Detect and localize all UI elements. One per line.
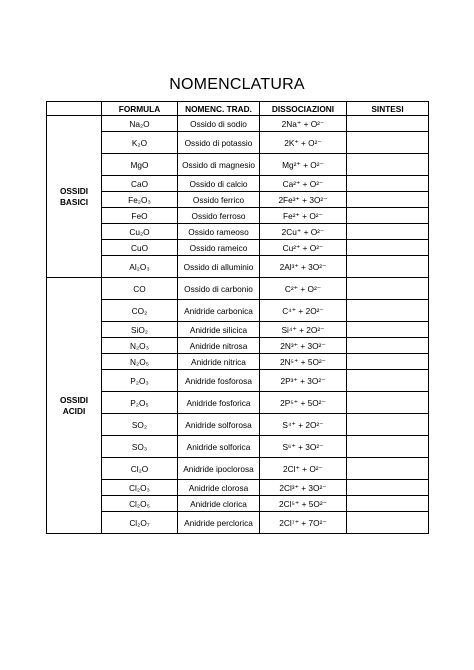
nomenclature-cell: Ossido ferroso xyxy=(178,208,260,224)
nomenclature-cell: Ossido di potassio xyxy=(178,132,260,154)
header-group xyxy=(47,102,102,116)
dissociation-cell: 2P⁵⁺ + 5O²⁻ xyxy=(260,392,347,414)
table-row xyxy=(47,496,429,512)
dissociation-cell: S⁶⁺ + 3O²⁻ xyxy=(260,436,347,458)
table-row xyxy=(47,132,429,154)
dissociation-cell: 2Na⁺ + O²⁻ xyxy=(260,116,347,132)
table-body xyxy=(47,116,429,534)
header-synthesis: SINTESI xyxy=(347,102,429,116)
synthesis-cell[interactable] xyxy=(347,322,429,338)
formula-cell: Cl₂O₇ xyxy=(102,512,178,534)
dissociation-cell: 2Cl³⁺ + 3O²⁻ xyxy=(260,480,347,496)
formula-cell: CaO xyxy=(102,176,178,192)
synthesis-cell[interactable] xyxy=(347,300,429,322)
nomenclature-cell: Anidride ipoclorosa xyxy=(178,458,260,480)
dissociation-cell: 2N⁵⁺ + 5O²⁻ xyxy=(260,354,347,370)
table-row xyxy=(47,278,429,300)
header-row xyxy=(47,102,429,116)
dissociation-cell: 2Cl⁺ + O²⁻ xyxy=(260,458,347,480)
table-row xyxy=(47,370,429,392)
nomenclature-cell: Anidride solforosa xyxy=(178,414,260,436)
nomenclature-cell: Anidride nitrica xyxy=(178,354,260,370)
dissociation-cell: 2Al³⁺ + 3O²⁻ xyxy=(260,256,347,278)
nomenclature-cell: Ossido rameico xyxy=(178,240,260,256)
synthesis-cell[interactable] xyxy=(347,208,429,224)
formula-cell: Cl₂O xyxy=(102,458,178,480)
nomenclature-cell: Anidride perclorica xyxy=(178,512,260,534)
formula-cell: Cu₂O xyxy=(102,224,178,240)
synthesis-cell[interactable] xyxy=(347,154,429,176)
table-row xyxy=(47,116,429,132)
header-formula: FORMULA xyxy=(102,102,178,116)
synthesis-cell[interactable] xyxy=(347,480,429,496)
nomenclature-cell: Anidride fosforosa xyxy=(178,370,260,392)
nomenclature-cell: Ossido di sodio xyxy=(178,116,260,132)
synthesis-cell[interactable] xyxy=(347,224,429,240)
page-title: NOMENCLATURA xyxy=(169,76,305,93)
dissociation-cell: 2N³⁺ + 3O²⁻ xyxy=(260,338,347,354)
nomenclature-cell: Anidride nitrosa xyxy=(178,338,260,354)
dissociation-cell: Cu²⁺ + O²⁻ xyxy=(260,240,347,256)
table-row xyxy=(47,256,429,278)
formula-cell: CO₂ xyxy=(102,300,178,322)
table-row xyxy=(47,480,429,496)
formula-cell: Cl₂O₃ xyxy=(102,480,178,496)
synthesis-cell[interactable] xyxy=(347,354,429,370)
table-row xyxy=(47,176,429,192)
dissociation-cell: Ca²⁺ + O²⁻ xyxy=(260,176,347,192)
group-label-line: ACIDI xyxy=(62,405,86,416)
header-dissociations: DISSOCIAZIONI xyxy=(260,102,347,116)
formula-cell: SO₃ xyxy=(102,436,178,458)
table-row xyxy=(47,224,429,240)
table-row xyxy=(47,414,429,436)
nomenclature-cell: Anidride carbonica xyxy=(178,300,260,322)
dissociation-cell: Fe²⁺ + O²⁻ xyxy=(260,208,347,224)
table-row xyxy=(47,208,429,224)
synthesis-cell[interactable] xyxy=(347,414,429,436)
group-label xyxy=(47,116,102,278)
header-nomenclature: NOMENC. TRAD. xyxy=(178,102,260,116)
formula-cell: Na₂O xyxy=(102,116,178,132)
formula-cell: P₂O₃ xyxy=(102,370,178,392)
table-row xyxy=(47,192,429,208)
dissociation-cell: Si⁴⁺ + 2O²⁻ xyxy=(260,322,347,338)
dissociation-cell: 2K⁺ + O²⁻ xyxy=(260,132,347,154)
formula-cell: CO xyxy=(102,278,178,300)
table-row xyxy=(47,458,429,480)
synthesis-cell[interactable] xyxy=(347,192,429,208)
synthesis-cell[interactable] xyxy=(347,256,429,278)
nomenclature-cell: Ossido rameoso xyxy=(178,224,260,240)
synthesis-cell[interactable] xyxy=(347,116,429,132)
nomenclature-cell: Ossido ferrico xyxy=(178,192,260,208)
nomenclature-table xyxy=(46,101,429,534)
formula-cell: FeO xyxy=(102,208,178,224)
formula-cell: SO₂ xyxy=(102,414,178,436)
dissociation-cell: 2P³⁺ + 3O²⁻ xyxy=(260,370,347,392)
formula-cell: Al₂O₃ xyxy=(102,256,178,278)
synthesis-cell[interactable] xyxy=(347,436,429,458)
formula-cell: N₂O₅ xyxy=(102,354,178,370)
table-row xyxy=(47,392,429,414)
group-label xyxy=(47,278,102,534)
table-row xyxy=(47,240,429,256)
nomenclature-cell: Anidride clorica xyxy=(178,496,260,512)
formula-cell: CuO xyxy=(102,240,178,256)
synthesis-cell[interactable] xyxy=(347,338,429,354)
nomenclature-cell: Anidride clorosa xyxy=(178,480,260,496)
table-row xyxy=(47,338,429,354)
formula-cell: SiO₂ xyxy=(102,322,178,338)
dissociation-cell: C⁴⁺ + 2O²⁻ xyxy=(260,300,347,322)
synthesis-cell[interactable] xyxy=(347,132,429,154)
dissociation-cell: 2Cl⁵⁺ + 5O²⁻ xyxy=(260,496,347,512)
formula-cell: Fe₂O₃ xyxy=(102,192,178,208)
formula-cell: Cl₂O₅ xyxy=(102,496,178,512)
nomenclature-cell: Ossido di alluminio xyxy=(178,256,260,278)
nomenclature-cell: Anidride fosforica xyxy=(178,392,260,414)
formula-cell: K₂O xyxy=(102,132,178,154)
synthesis-cell[interactable] xyxy=(347,458,429,480)
group-label-line: BASICI xyxy=(59,196,89,207)
dissociation-cell: 2Fe³⁺ + 3O²⁻ xyxy=(260,192,347,208)
group-label-line: OSSIDI xyxy=(59,185,89,196)
table-row xyxy=(47,300,429,322)
dissociation-cell: Mg²⁺ + O²⁻ xyxy=(260,154,347,176)
table-row xyxy=(47,512,429,534)
group-label-line: OSSIDI xyxy=(59,394,89,405)
synthesis-cell[interactable] xyxy=(347,512,429,534)
synthesis-cell[interactable] xyxy=(347,392,429,414)
synthesis-cell[interactable] xyxy=(347,176,429,192)
formula-cell: N₂O₃ xyxy=(102,338,178,354)
nomenclature-cell: Ossido di carbonio xyxy=(178,278,260,300)
dissociation-cell: 2Cl⁷⁺ + 7O²⁻ xyxy=(260,512,347,534)
dissociation-cell: S⁴⁺ + 2O²⁻ xyxy=(260,414,347,436)
dissociation-cell: C²⁺ + O²⁻ xyxy=(260,278,347,300)
nomenclature-cell: Anidride silicica xyxy=(178,322,260,338)
dissociation-cell: 2Cu⁺ + O²⁻ xyxy=(260,224,347,240)
synthesis-cell[interactable] xyxy=(347,240,429,256)
table-row xyxy=(47,322,429,338)
table-row xyxy=(47,154,429,176)
synthesis-cell[interactable] xyxy=(347,370,429,392)
nomenclature-cell: Ossido di calcio xyxy=(178,176,260,192)
formula-cell: MgO xyxy=(102,154,178,176)
synthesis-cell[interactable] xyxy=(347,278,429,300)
table-row xyxy=(47,354,429,370)
nomenclature-cell: Anidride solforica xyxy=(178,436,260,458)
formula-cell: P₂O₅ xyxy=(102,392,178,414)
synthesis-cell[interactable] xyxy=(347,496,429,512)
nomenclature-cell: Ossido di magnesio xyxy=(178,154,260,176)
table-row xyxy=(47,436,429,458)
